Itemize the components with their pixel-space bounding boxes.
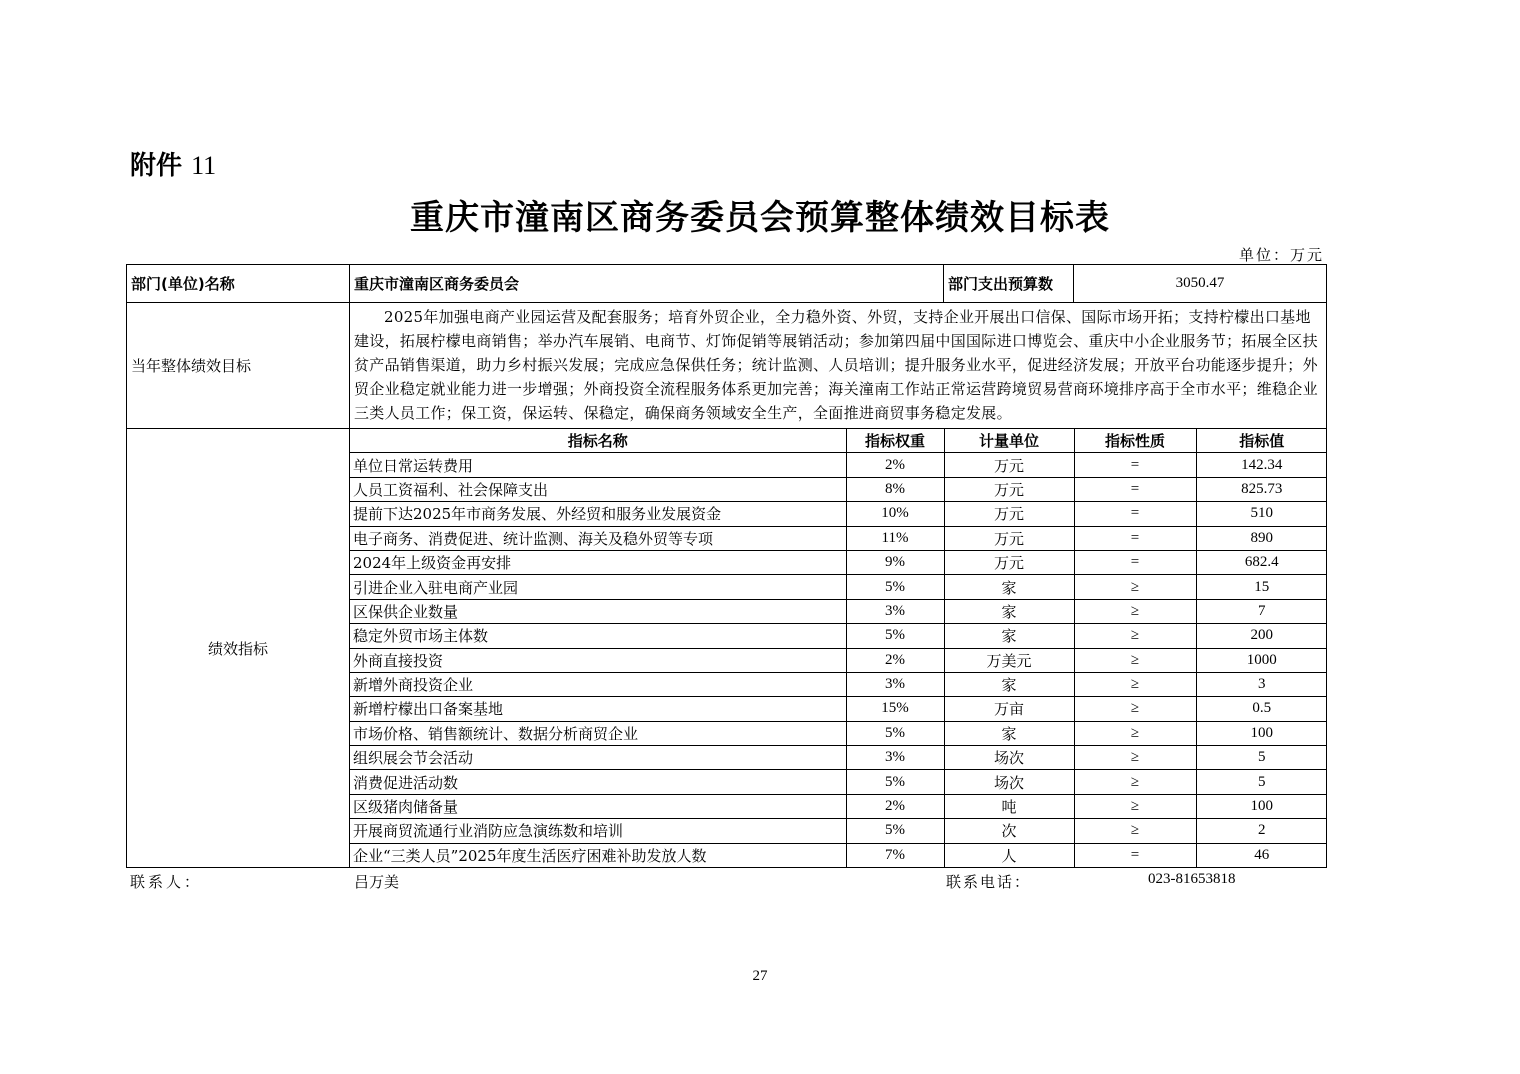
performance-label: 绩效指标 bbox=[127, 429, 350, 868]
attachment-label bbox=[130, 145, 216, 182]
metric-unit: 万美元 bbox=[944, 648, 1074, 672]
metric-unit: 家 bbox=[944, 672, 1074, 696]
metric-weight: 7% bbox=[846, 843, 944, 867]
attachment-prefix: 附件 bbox=[130, 151, 183, 181]
metric-nature: ≥ bbox=[1074, 672, 1196, 696]
metric-weight: 5% bbox=[846, 624, 944, 648]
metric-unit: 万亩 bbox=[944, 697, 1074, 721]
contact-phone-label: 联系电话： bbox=[946, 873, 1032, 891]
metric-nature: ≥ bbox=[1074, 819, 1196, 843]
annual-goal-row bbox=[127, 303, 1327, 429]
metric-weight: 5% bbox=[846, 819, 944, 843]
metric-weight: 5% bbox=[846, 575, 944, 599]
metric-weight: 3% bbox=[846, 746, 944, 770]
col-header-nature: 指标性质 bbox=[1074, 429, 1196, 453]
metric-unit: 万元 bbox=[944, 526, 1074, 550]
metric-nature: ≥ bbox=[1074, 770, 1196, 794]
metric-unit: 家 bbox=[944, 599, 1074, 623]
annual-goal-label: 当年整体绩效目标 bbox=[127, 303, 350, 429]
metric-name: 人员工资福利、社会保障支出 bbox=[350, 477, 846, 501]
metric-value: 0.5 bbox=[1196, 697, 1327, 721]
metric-weight: 3% bbox=[846, 672, 944, 696]
table-row bbox=[350, 819, 1327, 843]
metric-unit: 次 bbox=[944, 819, 1074, 843]
metric-unit: 家 bbox=[944, 575, 1074, 599]
metric-name: 开展商贸流通行业消防应急演练数和培训 bbox=[350, 819, 846, 843]
metric-weight: 9% bbox=[846, 550, 944, 574]
table-row bbox=[350, 770, 1327, 794]
metric-weight: 2% bbox=[846, 794, 944, 818]
metric-name: 组织展会节会活动 bbox=[350, 746, 846, 770]
metric-unit: 人 bbox=[944, 843, 1074, 867]
metric-nature: = bbox=[1074, 453, 1196, 477]
table-row bbox=[350, 697, 1327, 721]
table-row bbox=[350, 746, 1327, 770]
dept-label: 部门(单位)名称 bbox=[127, 265, 350, 303]
metric-name: 电子商务、消费促进、统计监测、海关及稳外贸等专项 bbox=[350, 526, 846, 550]
metric-name: 区保供企业数量 bbox=[350, 599, 846, 623]
table-row bbox=[350, 794, 1327, 818]
metric-name: 单位日常运转费用 bbox=[350, 453, 846, 477]
metric-unit: 万元 bbox=[944, 502, 1074, 526]
page-number: 27 bbox=[752, 968, 768, 984]
metric-value: 200 bbox=[1196, 624, 1327, 648]
metric-weight: 10% bbox=[846, 502, 944, 526]
metric-unit: 万元 bbox=[944, 477, 1074, 501]
performance-table bbox=[126, 264, 1327, 868]
metrics-header-row bbox=[350, 429, 1327, 453]
metric-unit: 家 bbox=[944, 624, 1074, 648]
page-title: 重庆市潼南区商务委员会预算整体绩效目标表 bbox=[410, 198, 1110, 238]
table-row bbox=[350, 721, 1327, 745]
table-row bbox=[350, 599, 1327, 623]
budget-label: 部门支出预算数 bbox=[944, 265, 1074, 303]
metric-unit: 家 bbox=[944, 721, 1074, 745]
metric-nature: ≥ bbox=[1074, 599, 1196, 623]
metric-name: 新增外商投资企业 bbox=[350, 672, 846, 696]
metric-value: 3 bbox=[1196, 672, 1327, 696]
table-row bbox=[350, 477, 1327, 501]
metric-value: 100 bbox=[1196, 794, 1327, 818]
metric-name: 外商直接投资 bbox=[350, 648, 846, 672]
annual-goal-text: 2025年加强电商产业园运营及配套服务；培育外贸企业，全力稳外资、外贸，支持企业开展出口信保、国际市场开拓；支持柠檬出口基地建设，拓展柠檬电商销售；举办汽车展销、电商节、灯饰促销等展销活动；参加第四届中国国际进口博览会、重庆中小企业服务节；拓展全区扶贫产品销售渠道，助力乡村振兴发展；完成应急保供任务；统计监测、人员培训；提升服务业水平，促进经济发展；开放平台功能逐步提升；外贸企业稳定就业能力进一步增强；外商投资全流程服务体系更加完善；海关潼南工作站正常运营跨境贸易营商环境排序高于全市水平；维稳企业三类人员工作；保工资，保运转、保稳定，确保商务领域安全生产，全面推进商贸事务稳定发展。 bbox=[350, 303, 1327, 429]
table-row bbox=[350, 672, 1327, 696]
metric-weight: 2% bbox=[846, 648, 944, 672]
col-header-name: 指标名称 bbox=[350, 429, 846, 453]
metric-weight: 5% bbox=[846, 721, 944, 745]
metric-value: 46 bbox=[1196, 843, 1327, 867]
unit-label: 单位：万元 bbox=[1238, 246, 1324, 264]
performance-row bbox=[127, 429, 1327, 868]
metric-name: 消费促进活动数 bbox=[350, 770, 846, 794]
attachment-number: 11 bbox=[191, 151, 217, 180]
table-row bbox=[350, 843, 1327, 867]
metric-name: 引进企业入驻电商产业园 bbox=[350, 575, 846, 599]
metric-unit: 场次 bbox=[944, 770, 1074, 794]
metric-unit: 万元 bbox=[944, 453, 1074, 477]
metric-value: 5 bbox=[1196, 770, 1327, 794]
metrics-cell bbox=[350, 429, 1327, 868]
metric-nature: ≥ bbox=[1074, 721, 1196, 745]
metric-weight: 11% bbox=[846, 526, 944, 550]
metric-nature: ≥ bbox=[1074, 648, 1196, 672]
dept-name: 重庆市潼南区商务委员会 bbox=[350, 265, 944, 303]
metric-name: 2024年上级资金再安排 bbox=[350, 550, 846, 574]
metric-nature: = bbox=[1074, 843, 1196, 867]
metric-value: 15 bbox=[1196, 575, 1327, 599]
table-row bbox=[350, 526, 1327, 550]
metric-weight: 3% bbox=[846, 599, 944, 623]
metric-value: 510 bbox=[1196, 502, 1327, 526]
metric-name: 新增柠檬出口备案基地 bbox=[350, 697, 846, 721]
metric-nature: = bbox=[1074, 526, 1196, 550]
metric-name: 区级猪肉储备量 bbox=[350, 794, 846, 818]
metric-nature: = bbox=[1074, 550, 1196, 574]
metric-nature: ≥ bbox=[1074, 697, 1196, 721]
metric-nature: ≥ bbox=[1074, 575, 1196, 599]
metric-name: 市场价格、销售额统计、数据分析商贸企业 bbox=[350, 721, 846, 745]
metric-value: 825.73 bbox=[1196, 477, 1327, 501]
metric-weight: 2% bbox=[846, 453, 944, 477]
contact-person-label: 联系人： bbox=[130, 873, 203, 891]
metric-value: 1000 bbox=[1196, 648, 1327, 672]
table-row bbox=[350, 624, 1327, 648]
contact-phone: 023-81653818 bbox=[1148, 871, 1236, 887]
metric-nature: = bbox=[1074, 502, 1196, 526]
metric-unit: 万元 bbox=[944, 550, 1074, 574]
metric-nature: ≥ bbox=[1074, 624, 1196, 648]
table-row bbox=[350, 648, 1327, 672]
dept-row bbox=[127, 265, 1327, 303]
metric-value: 100 bbox=[1196, 721, 1327, 745]
metric-unit: 场次 bbox=[944, 746, 1074, 770]
col-header-weight: 指标权重 bbox=[846, 429, 944, 453]
table-row bbox=[350, 453, 1327, 477]
col-header-unit: 计量单位 bbox=[944, 429, 1074, 453]
metrics-table bbox=[350, 429, 1327, 867]
table-row bbox=[350, 550, 1327, 574]
metric-weight: 15% bbox=[846, 697, 944, 721]
metric-value: 890 bbox=[1196, 526, 1327, 550]
table-row bbox=[350, 575, 1327, 599]
metric-value: 142.34 bbox=[1196, 453, 1327, 477]
col-header-value: 指标值 bbox=[1196, 429, 1327, 453]
metric-value: 7 bbox=[1196, 599, 1327, 623]
metric-value: 5 bbox=[1196, 746, 1327, 770]
metric-weight: 8% bbox=[846, 477, 944, 501]
metric-nature: ≥ bbox=[1074, 746, 1196, 770]
table-row bbox=[350, 502, 1327, 526]
metric-name: 提前下达2025年市商务发展、外经贸和服务业发展资金 bbox=[350, 502, 846, 526]
metric-weight: 5% bbox=[846, 770, 944, 794]
metric-unit: 吨 bbox=[944, 794, 1074, 818]
metric-nature: ≥ bbox=[1074, 794, 1196, 818]
metric-nature: = bbox=[1074, 477, 1196, 501]
contact-person: 吕万美 bbox=[354, 873, 400, 891]
metric-name: 企业“三类人员”2025年度生活医疗困难补助发放人数 bbox=[350, 843, 846, 867]
budget-value: 3050.47 bbox=[1074, 265, 1327, 303]
metric-value: 2 bbox=[1196, 819, 1327, 843]
metric-name: 稳定外贸市场主体数 bbox=[350, 624, 846, 648]
metric-value: 682.4 bbox=[1196, 550, 1327, 574]
